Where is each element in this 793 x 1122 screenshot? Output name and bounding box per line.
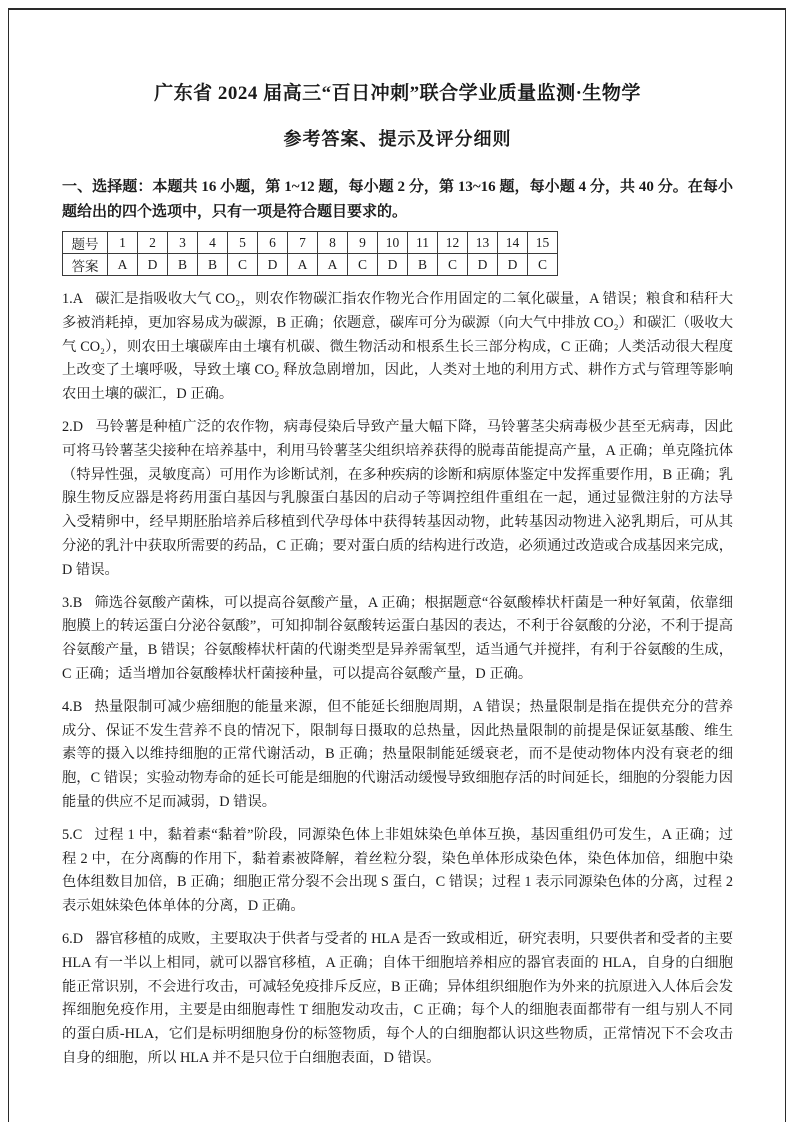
answer-cell: B	[408, 254, 438, 276]
question-number-cell: 10	[378, 232, 408, 254]
paragraph-text: 碳汇是指吸收大气 CO₂，则农作物碳汇指农作物光合作用固定的二氧化碳量，A 错误；粮食和秸秆大多被消耗掉，更加容易成为碳源，B 正确；依题意，碳库可分为碳源（向大气中排放 CO₂）和碳汇（吸收大气 CO₂），则农田土壤碳库由土壤有机碳、微生物活动和根系生长三部分构成，C 正确；人类活动很大程度上改变了土壤呼吸，导致土壤 CO₂ 释放急剧增加，因此，人类对土地的利用方式、耕作方式与管理等影响农田土壤的碳汇，D 正确。	[62, 291, 733, 403]
answer-cell: D	[468, 254, 498, 276]
paragraph-text: 马铃薯是种植广泛的农作物，病毒侵染后导致产量大幅下降，马铃薯茎尖病毒极少甚至无病毒，因此可将马铃薯茎尖接种在培养基中，利用马铃薯茎尖组织培养获得的脱毒苗能提高产量，A 正确；单克隆抗体（特异性强，灵敏度高）可用作为诊断试剂，在多种疾病的诊断和病原体鉴定中发挥重要作用，B 正确；乳腺生物反应器是将药用蛋白基因与乳腺蛋白基因的启动子等调控组件重组在一起，通过显微注射的方法导入受精卵中，经早期胚胎培养后移植到代孕母体中获得转基因动物，此转基因动物进入泌乳期后，可从其分泌的乳汁中获取所需要的药品，C 正确；要对蛋白质的结构进行改造，必须通过改造或合成基因来完成，D 错误。	[62, 418, 733, 578]
answer-cell: A	[108, 254, 138, 276]
paragraph-text: 器官移植的成败，主要取决于供者与受者的 HLA 是否一致或相近，研究表明，只要供者和受者的主要 HLA 有一半以上相同，就可以器官移植，A 正确；自体干细胞培养相应的器官表面的 HLA，自身的白细胞能正常识别，不会进行攻击，可减轻免疫排斥反应，B 正确；异体组织细胞作为外来的抗原进入人体后会发挥细胞免疫作用，主要是由细胞毒性 T 细胞发动攻击，C 正确；每个人的细胞表面都带有一组与别人不同的蛋白质-HLA，它们是标明细胞身份的标签物质，每个人的白细胞都认识这些物质，正常情况下不会攻击自身的细胞，所以 HLA 并不是只位于白细胞表面，D 错误。	[62, 930, 733, 1066]
explanation-paragraph	[62, 288, 733, 407]
explanation-paragraph	[62, 696, 733, 815]
paragraph-label: 1.A	[62, 291, 84, 307]
section-heading: 一、选择题：本题共 16 小题，第 1~12 题，每小题 2 分，第 13~16 题，每小题 4 分，共 40 分。在每小题给出的四个选项中，只有一项是符合题目要求的。	[62, 179, 733, 220]
answer-cell: C	[228, 254, 258, 276]
paragraph-text: 筛选谷氨酸产菌株，可以提高谷氨酸产量，A 正确；根据题意“谷氨酸棒状杆菌是一种好氧菌，依靠细胞膜上的转运蛋白分泌谷氨酸”，可知抑制谷氨酸转运蛋白基因的表达，不利于谷氨酸的分泌，不利于提高谷氨酸产量，B 错误；谷氨酸棒状杆菌的代谢类型是异养需氧型，适当通气并搅拌，有利于谷氨酸的生成，C 正确；适当增加谷氨酸棒状杆菌接种量，可以提高谷氨酸产量，D 正确。	[62, 594, 733, 682]
answer-cell: C	[348, 254, 378, 276]
answer-cell: D	[258, 254, 288, 276]
answer-cell: D	[138, 254, 168, 276]
answer-cell: D	[498, 254, 528, 276]
explanation-paragraph	[62, 592, 733, 687]
question-number-cell: 2	[138, 232, 168, 254]
question-number-cell: 7	[288, 232, 318, 254]
explanation-paragraph	[62, 824, 733, 919]
paragraph-label: 6.D	[62, 930, 84, 947]
answer-row	[63, 254, 558, 276]
question-number-cell: 12	[438, 232, 468, 254]
explanation-paragraph	[62, 928, 733, 1071]
row-label-answer: 答案	[63, 254, 108, 276]
question-number-cell: 9	[348, 232, 378, 254]
question-number-cell: 11	[408, 232, 438, 254]
paragraph-text: 热量限制可减少癌细胞的能量来源，但不能延长细胞周期，A 错误；热量限制是指在提供充分的营养成分、保证不发生营养不良的情况下，限制每日摄取的总热量，因此热量限制的前提是保证氨基酸、维生素等的摄入以维持细胞的正常代谢活动，B 正确；热量限制能延缓衰老，而不是使动物体内没有衰老的细胞，C 错误；实验动物寿命的延长可能是细胞的代谢活动缓慢导致细胞存活的时间延长，细胞的分裂能力因能量的供应不足而减弱，D 错误。	[62, 698, 733, 810]
page-subtitle: 参考答案、提示及评分细则	[283, 129, 512, 149]
answer-cell: B	[168, 254, 198, 276]
paragraph-text: 过程 1 中，黏着素“黏着”阶段，同源染色体上非姐妹染色单体互换，基因重组仍可发生，A 正确；过程 2 中，在分离酶的作用下，黏着素被降解，着丝粒分裂，染色单体形成染色体，染色体加倍，细胞中染色体组数目加倍，B 正确；细胞正常分裂不会出现 S 蛋白，C 错误；过程 1 表示同源染色体的分离，过程 2 表示姐妹染色体单体的分离，D 正确。	[62, 826, 733, 915]
answer-cell: A	[288, 254, 318, 276]
question-number-cell: 5	[228, 232, 258, 254]
explanation-paragraph	[62, 416, 733, 583]
answer-cell: C	[528, 254, 558, 276]
question-number-cell: 4	[198, 232, 228, 254]
question-number-cell: 1	[108, 232, 138, 254]
question-number-cell: 14	[498, 232, 528, 254]
question-number-cell: 8	[318, 232, 348, 254]
paragraph-label: 3.B	[62, 594, 83, 611]
question-number-cell: 13	[468, 232, 498, 254]
question-number-cell: 15	[528, 232, 558, 254]
row-label-question: 题号	[63, 232, 108, 254]
question-number-cell: 6	[258, 232, 288, 254]
answer-cell: C	[438, 254, 468, 276]
question-number-cell: 3	[168, 232, 198, 254]
paragraph-label: 2.D	[62, 418, 84, 435]
paragraph-label: 4.B	[62, 698, 83, 715]
page-title: 广东省 2024 届高三“百日冲刺”联合学业质量监测·生物学	[154, 83, 641, 104]
answer-cell: D	[378, 254, 408, 276]
answer-cell: A	[318, 254, 348, 276]
paragraph-label: 5.C	[62, 826, 83, 843]
answer-cell: B	[198, 254, 228, 276]
answer-table	[62, 231, 558, 276]
question-number-row	[63, 232, 558, 254]
